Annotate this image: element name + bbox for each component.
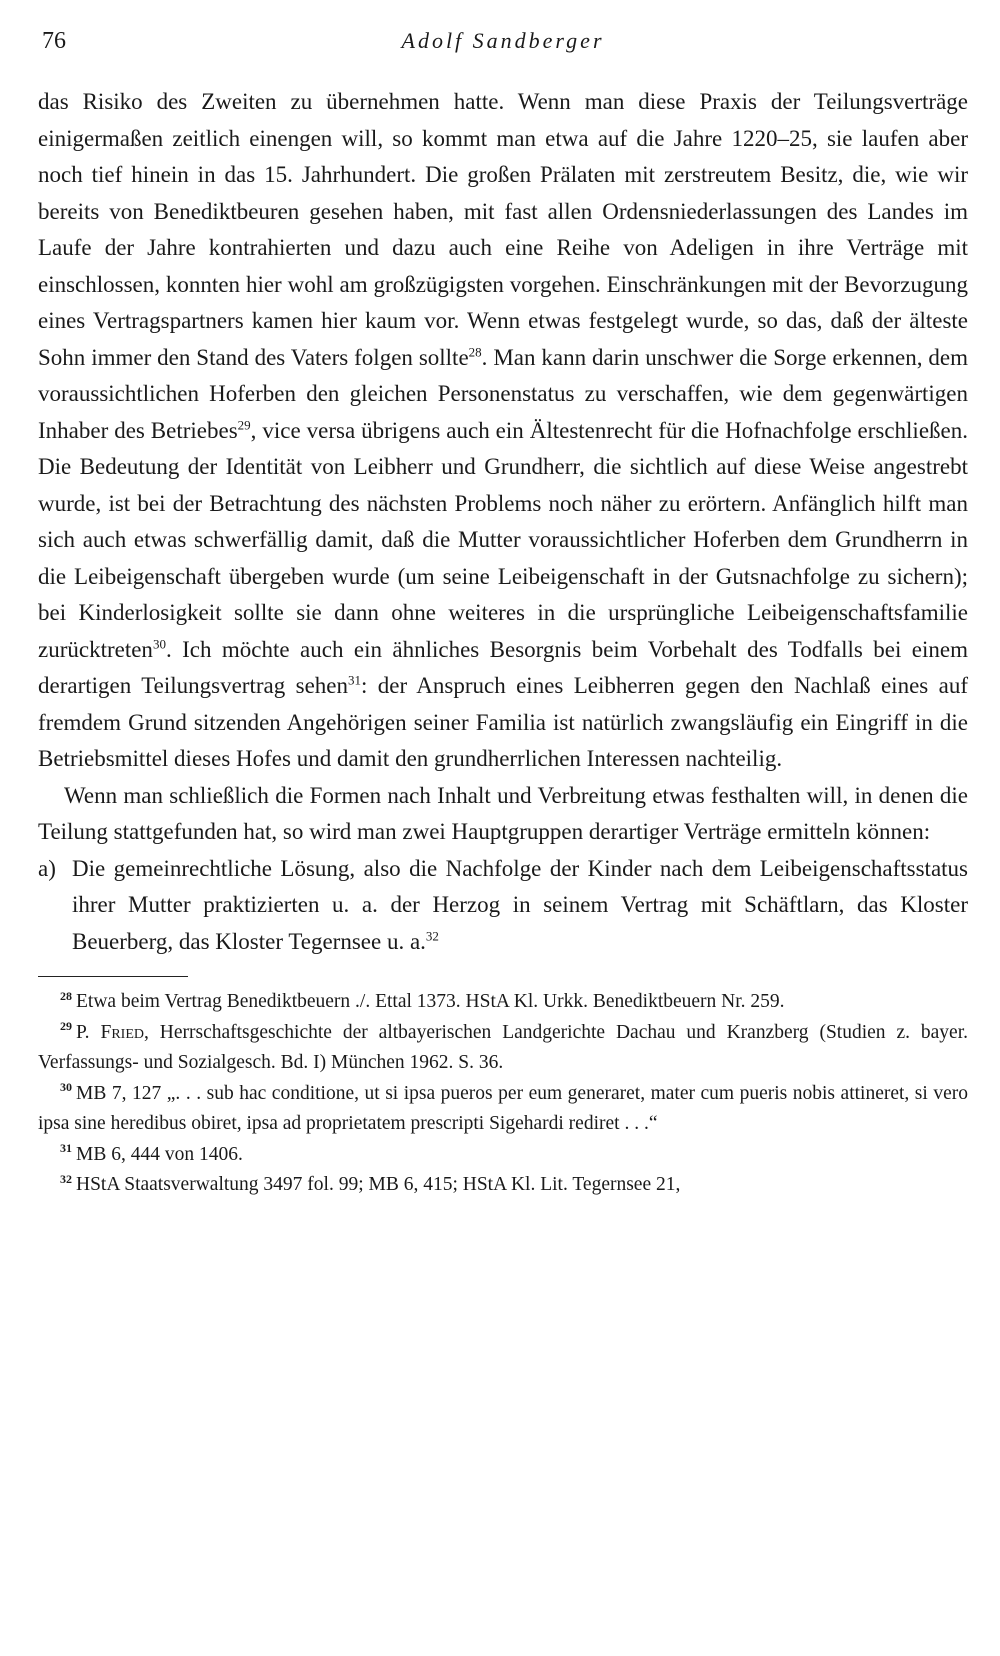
- footnote-ref[interactable]: 31: [347, 672, 361, 688]
- running-title: Adolf Sandberger: [401, 28, 605, 53]
- footnote-text: HStA Staatsverwaltung 3497 fol. 99; MB 6, 415; HStA Kl. Lit. Tegernsee 21,: [76, 1174, 681, 1195]
- body-text: [38, 84, 968, 960]
- footnote-divider: [38, 976, 188, 977]
- footnote-text: , Herrschaftsgeschichte der altbayerischen Landgerichte Dachau und Kranzberg (Studien z. bayer. Verfassungs- und Sozialgesch. Bd. I) München 1962. S. 36.: [38, 1021, 968, 1073]
- footnote-mark: 31: [60, 1141, 72, 1155]
- footnote-text: Etwa beim Vertrag Benediktbeuern ./. Ettal 1373. HStA Kl. Urkk. Benediktbeuern Nr. 259.: [76, 991, 785, 1012]
- footnote-mark: 28: [60, 988, 72, 1003]
- footnote-author: P. Fried: [76, 1021, 144, 1043]
- page-header: [38, 22, 968, 62]
- paragraph-2: Wenn man schließlich die Formen nach Inhalt und Verbreitung etwas festhalten will, in denen die Teilung stattgefunden hat, so wird man zwei Hauptgruppen derartiger Verträge ermitteln können:: [38, 782, 968, 844]
- list-item-text: [72, 851, 968, 961]
- footnote-29: [38, 1018, 968, 1079]
- footnote-mark: 32: [60, 1171, 72, 1186]
- footnote-mark: 29: [60, 1019, 72, 1033]
- book-page: [38, 22, 968, 1201]
- page-number: 76: [42, 28, 66, 54]
- text-run: Die gemeinrechtliche Lösung, also die Nachfolge der Kinder nach dem Leibeigenschaftsstatus ihrer Mutter praktizierten u. a. der Herzog in seinem Vertrag mit Schäftlarn, das Kloster Beuerberg, das Kloster Tegernsee u. a.: [72, 855, 968, 954]
- footnotes: [38, 987, 968, 1201]
- footnote-31: [38, 1140, 968, 1171]
- footnote-28: [38, 987, 968, 1018]
- footnote-ref[interactable]: 28: [468, 343, 482, 359]
- text-run: : der Anspruch eines Leibherren gegen den Nachlaß eines auf fremdem Grund sitzenden Angehörigen seiner Familia ist natürlich zwangsläufig ein Eingriff in die Betriebsmittel dieses Hofes und damit den grundherrlichen Interessen nachteilig.: [38, 673, 968, 771]
- footnote-text: MB 6, 444 von 1406.: [76, 1143, 243, 1165]
- footnote-ref[interactable]: 32: [425, 927, 439, 943]
- paragraph-1: [38, 84, 968, 778]
- footnote-ref[interactable]: 30: [152, 635, 166, 651]
- text-run: . Man kann darin unschwer die Sorge erkennen, dem voraussichtlichen Hoferben den gleichen Personenstatus zu verschaffen, wie dem gegenwärtigen Inhaber des Betriebes: [38, 344, 968, 443]
- footnote-32: [38, 1170, 968, 1201]
- text-run: das Risiko des Zweiten zu übernehmen hatte. Wenn man diese Praxis der Teilungsverträge einigermaßen zeitlich einengen will, so kommt man etwa auf die Jahre 1220–25, sie laufen aber noch tief hinein in das 15. Jahrhundert. Die großen Prälaten mit zerstreutem Besitz, die, wie wir bereits von Benediktbeuren gesehen haben, mit fast allen Ordensniederlassungen des Landes im Laufe der Jahre kontrahierten und dazu auch eine Reihe von Adeligen in ihre Verträge mit einschlossen, konnten hier wohl am großzügigsten vorgehen. Einschränkungen mit der Bevorzugung eines Vertragspartners kamen hier kaum vor. Wenn etwas festgelegt wurde, so das, daß der älteste Sohn immer den Stand des Vaters folgen sollte: [38, 89, 968, 370]
- list-item-a: [38, 851, 968, 961]
- text-run: . Ich möchte auch ein ähnliches Besorgnis beim Vorbehalt des Todfalls bei einem derartigen Teilungsvertrag sehen: [38, 636, 968, 698]
- footnote-30: [38, 1079, 968, 1140]
- text-run: , vice versa übrigens auch ein Ältestenrecht für die Hofnachfolge erschließen. Die Bedeutung der Identität von Leibherr und Grundherr, die sichtlich auf diese Weise angestrebt wurde, ist bei der Betrachtung des nächsten Problems noch näher zu erörtern. Anfänglich hilft man sich auch etwas schwerfällig damit, daß die Mutter voraussichtlicher Hoferben dem Grundherrn in die Leibeigenschaft übergeben wurde (um seine Leibeigenschaft in der Gutsnachfolge zu sichern); bei Kinderlosigkeit sollte sie dann ohne weiteres in die ursprüngliche Leibeigenschaftsfamilie zurücktreten: [38, 417, 968, 662]
- footnote-mark: 30: [60, 1080, 72, 1094]
- list-marker: a): [38, 855, 56, 881]
- footnote-text: MB 7, 127 „. . . sub hac conditione, ut si ipsa pueros per eum generaret, mater cum pueris nobis attineret, si vero ipsa sine heredibus obiret, ipsa ad proprietatem prescripti Sigehardi rediret . . .“: [38, 1082, 968, 1134]
- footnote-ref[interactable]: 29: [237, 416, 251, 432]
